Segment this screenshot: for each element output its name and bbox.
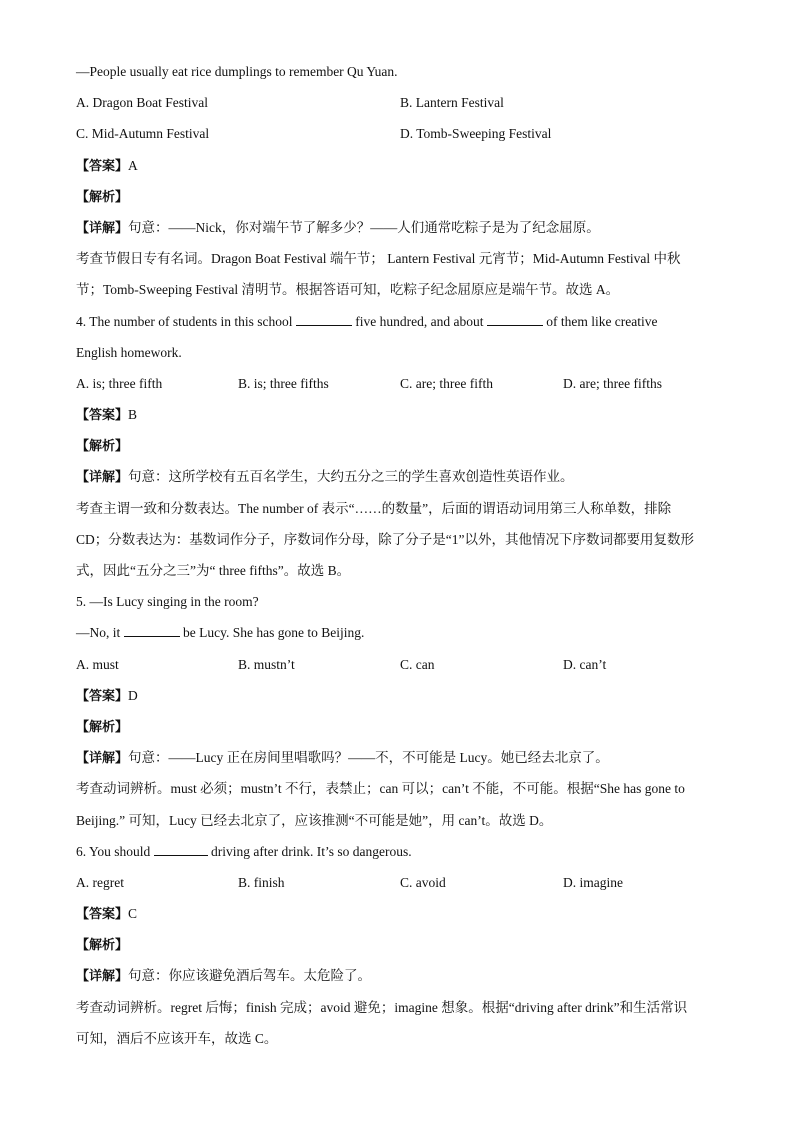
q4-detail-line-1 [76,461,726,492]
q6-answer [76,898,726,929]
q5-detail-line-2: 考查动词辨析。must 必须；mustn’t 不行，表禁止；can 可以；can’t 不能，不可能。根据“She has gone to [76,781,685,797]
q5-detail-line-1 [76,742,726,773]
q5-stem-part-2: be Lucy. She has gone to Beijing. [183,625,365,641]
analysis-tag: 【解析】 [76,189,129,205]
analysis-tag: 【解析】 [76,938,129,954]
q4-stem-part-3: of them like creative [546,313,658,329]
q6-option-b: B. finish [238,874,285,890]
analysis-tag: 【解析】 [76,439,129,455]
q6-stem-part-2: driving after drink. It’s so dangerous. [211,843,412,859]
q3-detail-text-1: 句意：——Nick，你对端午节了解多少？——人们通常吃粽子是为了纪念屈原。 [128,219,600,235]
q6-detail-line-2: 考查动词辨析。regret 后悔；finish 完成；avoid 避免；imagine 想象。根据“driving after drink”和生活常识 [76,999,688,1015]
q4-stem-line-2: English homework. [76,344,182,360]
q4-detail-text-1: 句意：这所学校有五百名学生，大约五分之三的学生喜欢创造性英语作业。 [128,469,574,485]
q4-detail-line-4: 式，因此“五分之三”为“ three fifths”。故选 B。 [76,563,351,578]
q6-option-c: C. avoid [400,874,446,890]
q6-stem-part-1: 6. You should [76,843,151,859]
q5-answer-value: D [128,687,138,703]
q5-option-a: A. must [76,656,119,672]
q3-dialog-line: —People usually eat rice dumplings to remember Qu Yuan. [76,64,398,79]
q3-answer [76,150,726,181]
q3-detail-line-2: 考查节假日专有名词。Dragon Boat Festival 端午节； Lantern Festival 元宵节；Mid-Autumn Festival 中秋 [76,251,681,267]
q5-detail-text-1: 句意：——Lucy 正在房间里唱歌吗？——不，不可能是 Lucy。她已经去北京了。 [128,750,609,766]
analysis-tag: 【解析】 [76,719,129,735]
q4-option-d: D. are; three fifths [563,375,662,391]
q6-option-d: D. imagine [563,874,623,890]
q6-analysis-heading [76,929,726,960]
q4-stem-part-2: five hundred, and about [355,313,484,329]
q3-answer-value: A [128,157,138,173]
q5-stem-line-2 [76,617,726,648]
q6-options-row [76,867,726,898]
q6-detail-line-3: 可知，酒后不应该开车，故选 C。 [76,1030,278,1046]
answer-tag: 【答案】 [76,688,129,704]
q4-answer [76,399,726,430]
q3-option-c: C. Mid-Autumn Festival [76,126,210,142]
q4-analysis-heading [76,430,726,461]
detail-tag: 【详解】 [76,751,129,767]
q5-answer [76,680,726,711]
answer-tag: 【答案】 [76,158,129,174]
q5-detail-line-3: Beijing.” 可知，Lucy 已经去北京了，应该推测“不可能是她”，用 can’t。故选 D。 [76,812,553,828]
q3-options-row-2 [76,118,726,149]
q6-blank [154,843,208,856]
answer-tag: 【答案】 [76,907,129,923]
q4-option-c: C. are; three fifth [400,375,493,391]
q5-option-d: D. can’t [563,656,607,672]
q6-option-a: A. regret [76,874,124,890]
detail-tag: 【详解】 [76,470,129,486]
q6-answer-value: C [128,906,138,922]
q4-detail-line-3: CD；分数表达为：基数词作分子，序数词作分母，除了分子是“1”以外，其他情况下序数词都要用复数形 [76,531,694,547]
q3-detail-line-1 [76,212,726,243]
q4-detail-line-2: 考查主谓一致和分数表达。The number of 表示“……的数量”，后面的谓语动词用第三人称单数，排除 [76,500,672,516]
q5-analysis-heading [76,711,726,742]
document-page [76,56,726,1054]
detail-tag: 【详解】 [76,969,129,985]
q4-blank-1 [296,313,352,326]
q3-analysis-heading [76,181,726,212]
q6-detail-text-1: 句意：你应该避免酒后驾车。太危险了。 [128,968,372,984]
q5-option-c: C. can [400,656,435,672]
q4-stem-part-1: 4. The number of students in this school [76,313,293,329]
q4-blank-2 [487,313,543,326]
q4-option-b: B. is; three fifths [238,375,329,391]
q5-stem-line-1: 5. —Is Lucy singing in the room? [76,594,259,610]
q5-options-row [76,649,726,680]
q3-option-d: D. Tomb-Sweeping Festival [400,126,552,142]
q3-option-b: B. Lantern Festival [400,95,504,111]
q3-options-row-1 [76,87,726,118]
q4-answer-value: B [128,407,138,423]
q5-option-b: B. mustn’t [238,656,295,672]
q5-blank [124,624,180,637]
detail-tag: 【详解】 [76,220,129,236]
q4-option-a: A. is; three fifth [76,375,163,391]
q3-detail-line-3: 节；Tomb-Sweeping Festival 清明节。根据答语可知，吃粽子纪念屈原应是端午节。故选 A。 [76,282,620,298]
q3-option-a: A. Dragon Boat Festival [76,95,208,111]
q4-options-row [76,368,726,399]
answer-tag: 【答案】 [76,408,129,424]
q6-detail-line-1 [76,960,726,991]
q4-stem-line-1 [76,306,726,337]
q6-stem-line [76,836,726,867]
q5-stem-part-1: —No, it [76,625,121,641]
